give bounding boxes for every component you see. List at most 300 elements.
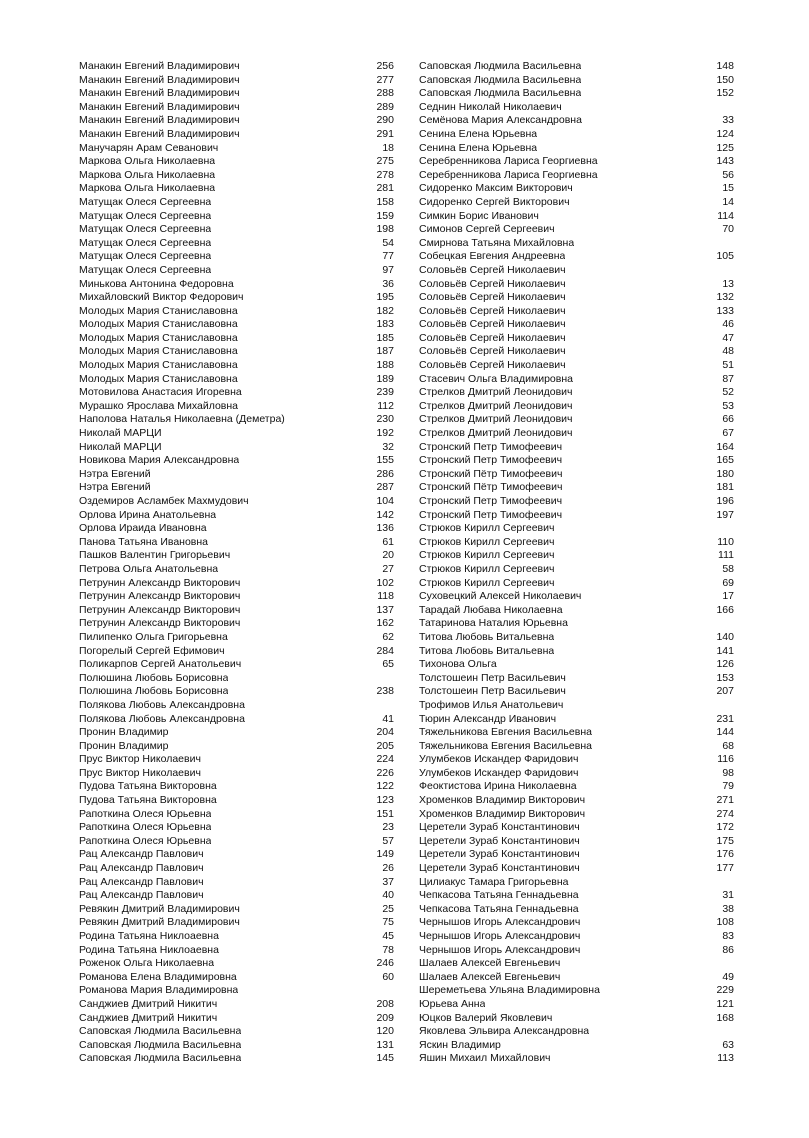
entry-name: Николай МАРЦИ (79, 440, 162, 453)
index-entry (419, 87, 734, 101)
index-entry (419, 930, 734, 944)
entry-page-number: 290 (376, 114, 394, 127)
index-entry (79, 60, 394, 74)
entry-name: Манакин Евгений Владимирович (79, 73, 240, 86)
index-entry (419, 903, 734, 917)
entry-page-number: 274 (716, 807, 734, 820)
index-entry (419, 780, 734, 794)
entry-page-number: 286 (376, 467, 394, 480)
entry-page-number: 63 (722, 1038, 734, 1051)
index-entry (419, 1039, 734, 1053)
entry-name: Шалаев Алексей Евгеньевич (419, 957, 561, 970)
index-entry (79, 631, 394, 645)
entry-page-number: 175 (716, 834, 734, 847)
entry-page-number: 195 (376, 291, 394, 304)
entry-name: Тяжельникова Евгения Васильевна (419, 726, 592, 739)
index-entry (419, 196, 734, 210)
entry-name: Молодых Мария Станиславовна (79, 304, 238, 317)
entry-name: Пронин Владимир (79, 726, 169, 739)
entry-page-number: 275 (376, 155, 394, 168)
entry-page-number: 13 (722, 277, 734, 290)
entry-name: Родина Татьяна Никлоаевна (79, 930, 219, 942)
entry-page-number: 180 (716, 467, 734, 480)
entry-name: Стрюков Кирилл Сергеевич (419, 522, 555, 535)
index-entry (79, 862, 394, 876)
index-entry (79, 400, 394, 414)
entry-name: Саповская Людмила Васильевна (419, 87, 582, 100)
entry-name: Николай МАРЦИ (79, 427, 162, 440)
entry-name: Смирнова Татьяна Михайловна (419, 236, 575, 249)
index-entry (419, 645, 734, 659)
index-entry (419, 808, 734, 822)
entry-name: Толстошеин Петр Васильевич (419, 685, 566, 698)
index-entry (419, 373, 734, 387)
entry-name: Чернышов Игорь Александрович (419, 930, 581, 942)
index-entry (419, 862, 734, 876)
entry-page-number: 38 (722, 902, 734, 915)
index-entry (419, 563, 734, 577)
index-entry (419, 155, 734, 169)
index-entry (79, 563, 394, 577)
entry-name: Юцков Валерий Яковлевич (419, 1011, 553, 1024)
entry-page-number: 105 (716, 250, 734, 263)
index-entry (419, 250, 734, 264)
entry-page-number: 57 (382, 834, 394, 847)
entry-name: Чепкасова Татьяна Геннадьевна (419, 889, 579, 902)
index-entry (419, 604, 734, 618)
index-entry (419, 291, 734, 305)
entry-name: Манакин Евгений Владимирович (79, 114, 240, 127)
index-entry (79, 373, 394, 387)
entry-name: Матущак Олеся Сергеевна (79, 250, 212, 263)
entry-name: Яскин Владимир (419, 1038, 501, 1051)
entry-name: Хроменков Владимир Викторович (419, 794, 586, 807)
entry-name: Саповская Людмила Васильевна (419, 60, 582, 72)
index-entry (79, 1039, 394, 1053)
entry-name: Романова Елена Владимировна (79, 970, 237, 983)
entry-name: Стрелков Дмитрий Леонидович (419, 386, 573, 399)
entry-page-number: 14 (722, 195, 734, 208)
entry-name: Тяжельникова Евгения Васильевна (419, 739, 592, 752)
entry-name: Соловьёв Сергей Николаевич (419, 359, 566, 372)
entry-name: Яковлева Эльвира Александровна (419, 1025, 590, 1038)
index-entry (419, 318, 734, 332)
entry-page-number: 53 (722, 399, 734, 412)
index-entry (419, 386, 734, 400)
entry-name: Соловьёв Сергей Николаевич (419, 345, 566, 358)
entry-page-number: 136 (376, 522, 394, 535)
index-entry (79, 998, 394, 1012)
entry-page-number: 45 (382, 930, 394, 942)
entry-name: Суховецкий Алексей Николаевич (419, 590, 582, 603)
entry-name: Чернышов Игорь Александрович (419, 943, 581, 956)
entry-name: Нэтра Евгений (79, 481, 151, 494)
index-entry (419, 876, 734, 890)
entry-page-number: 86 (722, 943, 734, 956)
index-entry (79, 699, 394, 713)
entry-page-number: 181 (716, 481, 734, 494)
index-entry (419, 835, 734, 849)
entry-name: Саповская Людмила Васильевна (419, 73, 582, 86)
index-entry (79, 617, 394, 631)
entry-page-number: 51 (722, 359, 734, 372)
entry-page-number: 60 (382, 970, 394, 983)
entry-name: Хроменков Владимир Викторович (419, 807, 586, 820)
entry-name: Маркова Ольга Николаевна (79, 182, 216, 195)
index-entry (79, 210, 394, 224)
entry-page-number: 33 (722, 114, 734, 127)
entry-page-number: 151 (376, 807, 394, 820)
entry-page-number: 196 (716, 495, 734, 507)
entry-page-number: 15 (722, 182, 734, 195)
entry-page-number: 118 (377, 590, 394, 603)
index-entry (419, 74, 734, 88)
index-entry (419, 767, 734, 781)
entry-name: Пудова Татьяна Викторовна (79, 780, 217, 793)
entry-page-number: 114 (717, 209, 734, 222)
entry-name: Орлова Ирина Анатольевна (79, 508, 217, 521)
index-entry (79, 87, 394, 101)
entry-name: Полюшина Любовь Борисовна (79, 685, 229, 698)
index-entry (79, 848, 394, 862)
index-entry (419, 223, 734, 237)
entry-page-number: 41 (382, 712, 394, 725)
entry-page-number: 40 (382, 889, 394, 902)
index-entry (79, 713, 394, 727)
entry-page-number: 125 (716, 141, 734, 154)
index-entry (419, 522, 734, 536)
entry-page-number: 20 (382, 549, 394, 562)
index-entry (79, 658, 394, 672)
index-entry (419, 1025, 734, 1039)
entry-page-number: 256 (376, 60, 394, 72)
index-entry (419, 740, 734, 754)
entry-page-number: 62 (382, 630, 394, 643)
entry-name: Рац Александр Павлович (79, 848, 204, 861)
index-entry (419, 114, 734, 128)
entry-page-number: 32 (382, 440, 394, 453)
entry-name: Манакин Евгений Владимирович (79, 127, 240, 140)
entry-name: Стронский Петр Тимофеевич (419, 495, 563, 507)
entry-page-number: 287 (376, 481, 394, 494)
entry-name: Панова Татьяна Ивановна (79, 535, 209, 548)
entry-page-number: 140 (716, 630, 734, 643)
index-entry (419, 454, 734, 468)
index-entry (79, 753, 394, 767)
entry-name: Рапоткина Олеся Юрьевна (79, 821, 212, 834)
entry-name: Стронский Пётр Тимофеевич (419, 481, 563, 494)
entry-page-number: 23 (382, 821, 394, 834)
entry-name: Стронский Петр Тимофеевич (419, 440, 563, 453)
index-entry (79, 1012, 394, 1026)
entry-name: Стрелков Дмитрий Леонидович (419, 427, 573, 440)
index-entry (79, 468, 394, 482)
entry-name: Маркова Ольга Николаевна (79, 155, 216, 168)
index-entry (79, 509, 394, 523)
entry-page-number: 207 (716, 685, 734, 698)
entry-page-number: 177 (716, 862, 734, 875)
entry-name: Соловьёв Сергей Николаевич (419, 304, 566, 317)
entry-page-number: 246 (376, 957, 394, 970)
entry-name: Орлова Ираида Ивановна (79, 522, 207, 535)
index-entry (419, 617, 734, 631)
index-entry (79, 1052, 394, 1066)
entry-name: Серебренникова Лариса Георгиевна (419, 155, 598, 168)
entry-page-number: 102 (376, 576, 394, 589)
entry-name: Маркова Ольга Николаевна (79, 168, 216, 181)
entry-name: Шалаев Алексей Евгеньевич (419, 970, 561, 983)
entry-page-number: 224 (376, 753, 394, 766)
entry-name: Стасевич Ольга Владимировна (419, 372, 573, 385)
index-entry (79, 685, 394, 699)
index-entry (419, 495, 734, 509)
index-entry (79, 1025, 394, 1039)
entry-page-number: 187 (376, 345, 394, 358)
entry-page-number: 289 (376, 100, 394, 113)
index-entry (419, 182, 734, 196)
entry-page-number: 208 (376, 997, 394, 1010)
entry-page-number: 108 (716, 916, 734, 929)
index-entry (419, 509, 734, 523)
entry-page-number: 284 (376, 644, 394, 657)
entry-page-number: 65 (382, 658, 394, 671)
entry-name: Серебренникова Лариса Георгиевна (419, 168, 598, 181)
entry-name: Пронин Владимир (79, 739, 169, 752)
entry-page-number: 132 (716, 291, 734, 304)
entry-page-number: 37 (382, 875, 394, 888)
entry-name: Молодых Мария Станиславовна (79, 345, 238, 358)
index-entry (419, 210, 734, 224)
entry-name: Яшин Михаил Михайлович (419, 1052, 551, 1065)
index-entry (419, 142, 734, 156)
entry-page-number: 104 (376, 495, 394, 507)
entry-page-number: 271 (716, 794, 734, 807)
entry-page-number: 26 (382, 862, 394, 875)
index-entry (79, 359, 394, 373)
index-entry (79, 454, 394, 468)
entry-name: Юрьева Анна (419, 997, 486, 1010)
index-entry (79, 835, 394, 849)
entry-name: Рапоткина Олеся Юрьевна (79, 807, 212, 820)
entry-page-number: 52 (722, 386, 734, 399)
index-entry (79, 984, 394, 998)
index-entry (419, 413, 734, 427)
entry-name: Прус Виктор Николаевич (79, 766, 201, 779)
index-entry (79, 726, 394, 740)
index-entry (419, 400, 734, 414)
index-entry (79, 536, 394, 550)
entry-page-number: 120 (376, 1025, 394, 1038)
index-entry (79, 590, 394, 604)
index-entry (79, 250, 394, 264)
entry-page-number: 145 (376, 1052, 394, 1065)
entry-page-number: 68 (722, 739, 734, 752)
entry-name: Матущак Олеся Сергеевна (79, 223, 212, 236)
entry-page-number: 230 (376, 413, 394, 426)
index-entry (79, 74, 394, 88)
entry-page-number: 17 (722, 590, 734, 603)
entry-name: Рац Александр Павлович (79, 875, 204, 888)
index-entry (419, 1052, 734, 1066)
entry-name: Мотовилова Анастасия Игоревна (79, 386, 242, 399)
index-entry (79, 413, 394, 427)
entry-page-number: 148 (716, 60, 734, 72)
entry-page-number: 238 (376, 685, 394, 698)
entry-page-number: 116 (717, 753, 734, 766)
entry-name: Манакин Евгений Владимирович (79, 100, 240, 113)
entry-page-number: 144 (716, 726, 734, 739)
entry-page-number: 231 (716, 712, 734, 725)
index-entry (79, 577, 394, 591)
index-entry (419, 332, 734, 346)
index-entry (79, 345, 394, 359)
index-entry (419, 685, 734, 699)
index-entry (419, 345, 734, 359)
index-entry (79, 237, 394, 251)
index-entry (419, 60, 734, 74)
entry-name: Рац Александр Павлович (79, 862, 204, 875)
index-entry (419, 699, 734, 713)
index-entry (79, 645, 394, 659)
entry-page-number: 188 (376, 359, 394, 372)
entry-name: Прус Виктор Николаевич (79, 753, 201, 766)
entry-page-number: 239 (376, 386, 394, 399)
index-entry (79, 957, 394, 971)
index-entry (79, 142, 394, 156)
entry-name: Тюрин Александр Иванович (419, 712, 557, 725)
entry-page-number: 143 (716, 155, 734, 168)
index-entry (79, 876, 394, 890)
entry-page-number: 31 (722, 889, 734, 902)
entry-name: Сенина Елена Юрьевна (419, 141, 538, 154)
entry-page-number: 113 (717, 1052, 734, 1065)
entry-name: Саповская Людмила Васильевна (79, 1025, 242, 1038)
entry-name: Толстошеин Петр Васильевич (419, 671, 566, 684)
index-entry (419, 631, 734, 645)
entry-page-number: 288 (376, 87, 394, 100)
index-entry (79, 522, 394, 536)
index-entry (419, 590, 734, 604)
entry-name: Соловьёв Сергей Николаевич (419, 277, 566, 290)
entry-page-number: 142 (376, 508, 394, 521)
index-entry (79, 672, 394, 686)
entry-page-number: 164 (716, 440, 734, 453)
entry-page-number: 172 (716, 821, 734, 834)
entry-page-number: 158 (376, 195, 394, 208)
entry-page-number: 87 (722, 372, 734, 385)
entry-name: Стрюков Кирилл Сергеевич (419, 576, 555, 589)
index-entry (79, 128, 394, 142)
entry-name: Петрунин Александр Викторович (79, 603, 241, 616)
entry-name: Соловьёв Сергей Николаевич (419, 318, 566, 331)
index-column-right (419, 60, 734, 1066)
entry-name: Семёнова Мария Александровна (419, 114, 582, 127)
index-entry (79, 767, 394, 781)
index-entry (79, 889, 394, 903)
entry-name: Соловьёв Сергей Николаевич (419, 291, 566, 304)
index-entry (79, 427, 394, 441)
entry-name: Нэтра Евгений (79, 467, 151, 480)
index-entry (419, 169, 734, 183)
entry-page-number: 185 (376, 331, 394, 344)
entry-page-number: 98 (722, 766, 734, 779)
entry-page-number: 229 (716, 984, 734, 997)
entry-page-number: 110 (717, 535, 734, 548)
entry-page-number: 46 (722, 318, 734, 331)
entry-name: Поликарпов Сергей Анатольевич (79, 658, 242, 671)
entry-name: Петрова Ольга Анатольевна (79, 562, 219, 575)
entry-page-number: 97 (382, 263, 394, 276)
entry-page-number: 70 (722, 223, 734, 236)
index-entry (419, 998, 734, 1012)
entry-name: Стрюков Кирилл Сергеевич (419, 535, 555, 548)
entry-page-number: 58 (722, 562, 734, 575)
index-entry (419, 944, 734, 958)
entry-page-number: 56 (722, 168, 734, 181)
entry-name: Стрюков Кирилл Сергеевич (419, 549, 555, 562)
entry-page-number: 150 (716, 73, 734, 86)
entry-page-number: 226 (376, 766, 394, 779)
entry-name: Стронский Пётр Тимофеевич (419, 467, 563, 480)
entry-page-number: 209 (376, 1011, 394, 1024)
entry-name: Церетели Зураб Константинович (419, 848, 580, 861)
index-entry (79, 549, 394, 563)
entry-name: Трофимов Илья Анатольевич (419, 698, 564, 711)
entry-page-number: 197 (716, 508, 734, 521)
entry-name: Шереметьева Ульяна Владимировна (419, 984, 600, 997)
entry-name: Петрунин Александр Викторович (79, 617, 241, 630)
entry-name: Молодых Мария Станиславовна (79, 359, 238, 372)
index-entry (79, 332, 394, 346)
entry-name: Манучарян Арам Севанович (79, 141, 219, 154)
index-entry (419, 916, 734, 930)
entry-name: Минькова Антонина Федоровна (79, 277, 234, 290)
index-entry (419, 577, 734, 591)
entry-name: Чепкасова Татьяна Геннадьевна (419, 902, 579, 915)
entry-page-number: 36 (382, 277, 394, 290)
entry-name: Титова Любовь Витальевна (419, 644, 555, 657)
index-entry (419, 278, 734, 292)
entry-name: Роженок Ольга Николаевна (79, 957, 215, 970)
entry-name: Цилиакус Тамара Григорьевна (419, 875, 569, 888)
entry-name: Новикова Мария Александровна (79, 454, 240, 467)
entry-name: Ревякин Дмитрий Владимирович (79, 902, 240, 915)
entry-name: Собецкая Евгения Андреевна (419, 250, 566, 263)
index-entry (419, 821, 734, 835)
index-entry (419, 359, 734, 373)
entry-page-number: 133 (716, 304, 734, 317)
entry-name: Саповская Людмила Васильевна (79, 1038, 242, 1051)
entry-name: Молодых Мария Станиславовна (79, 331, 238, 344)
entry-name: Пудова Татьяна Викторовна (79, 794, 217, 807)
entry-page-number: 152 (716, 87, 734, 100)
entry-name: Сидоренко Сергей Викторович (419, 195, 570, 208)
entry-page-number: 131 (376, 1038, 394, 1051)
index-entry (419, 971, 734, 985)
entry-page-number: 69 (722, 576, 734, 589)
entry-page-number: 189 (376, 372, 394, 385)
index-entry (419, 441, 734, 455)
index-entry (419, 794, 734, 808)
entry-name: Чернышов Игорь Александрович (419, 916, 581, 929)
index-entry (79, 944, 394, 958)
index-entry (79, 196, 394, 210)
index-entry (79, 794, 394, 808)
index-entry (79, 155, 394, 169)
index-entry (79, 114, 394, 128)
entry-name: Манакин Евгений Владимирович (79, 60, 240, 72)
entry-name: Ревякин Дмитрий Владимирович (79, 916, 240, 929)
